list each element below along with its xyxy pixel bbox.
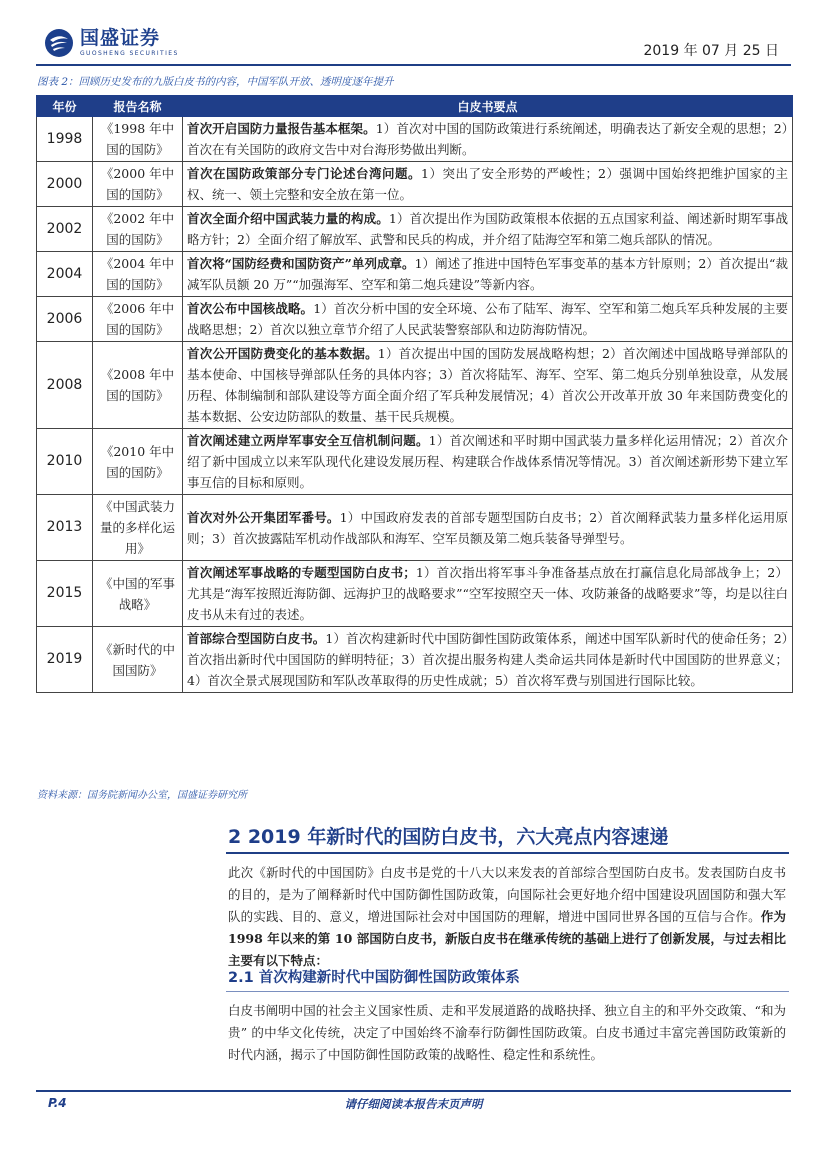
figure-caption: 图表 2：回顾历史发布的九版白皮书的内容，中国军队开放、透明度逐年提升: [37, 76, 394, 88]
table-row: [37, 162, 793, 207]
key-point-detail: 1）首次对中国的国防政策进行系统阐述，明确表达了新安全观的思想；2）首次在有关国防的政府文告中对台海形势做出判断。: [187, 121, 788, 157]
section-paragraph: [228, 862, 786, 972]
year-cell: 2019: [37, 627, 93, 693]
table-header-row: [37, 96, 793, 117]
report-name-cell: 《新时代的中国国防》: [93, 627, 183, 693]
report-name-cell: 《2008 年中国的国防》: [93, 342, 183, 429]
table-row: [37, 342, 793, 429]
key-point-headline: 首次将“国防经费和国防资产”单列成章。: [187, 256, 415, 271]
key-point-detail: 1）首次阐述和平时期中国武装力量多样化运用情况；2）首次介绍了新中国成立以来军队现代化建设发展历程、构建联合作战体系情况等情况。3）首次阐述新形势下建立军事互信的目标和原则。: [187, 433, 788, 490]
key-point-detail: 1）首次指出将军事斗争准备基点放在打赢信息化局部战争上；2）尤其是“海军按照近海防御、远海护卫的战略要求”“空军按照空天一体、攻防兼备的战略要求”等，均是以往白皮书从未有过的表述。: [187, 565, 788, 622]
key-point-headline: 首次公布中国核战略。: [187, 301, 314, 316]
year-cell: 2000: [37, 162, 93, 207]
brand-logo: [44, 26, 204, 60]
key-point-detail: 1）首次构建新时代中国防御性国防政策体系，阐述中国军队新时代的使命任务；2）首次指出新时代中国国防的鲜明特征；3）首次提出服务构建人类命运共同体是新时代中国国防的世界意义；4）首次全景式展现国防和军队改革取得的历史性成就；5）首次将军费与别国进行国际比较。: [187, 631, 788, 688]
report-name-cell: 《2000 年中国的国防》: [93, 162, 183, 207]
key-point-headline: 首次在国防政策部分专门论述台湾问题。: [187, 166, 422, 181]
key-points-cell: [183, 429, 793, 495]
key-points-cell: [183, 252, 793, 297]
key-points-cell: [183, 117, 793, 162]
table-row: [37, 297, 793, 342]
key-point-headline: 首次阐述建立两岸军事安全互信机制问题。: [187, 433, 429, 448]
column-header-year: 年份: [37, 96, 93, 117]
key-points-cell: [183, 561, 793, 627]
year-cell: 2002: [37, 207, 93, 252]
white-paper-table: [36, 95, 793, 693]
paragraph-emphasis: 作为 1998 年以来的第 10 部国防白皮书，新版白皮书在继承传统的基础上进行了创新发展，与过去相比主要有以下特点：: [228, 909, 786, 968]
table-row: [37, 207, 793, 252]
key-point-detail: 1）阐述了推进中国特色军事变革的基本方针原则；2）首次提出“裁减军队员额 20 万”“加强海军、空军和第二炮兵建设”等新内容。: [187, 256, 788, 292]
key-point-headline: 首部综合型国防白皮书。: [187, 631, 326, 646]
year-cell: 2013: [37, 495, 93, 561]
year-cell: 2004: [37, 252, 93, 297]
table-row: [37, 252, 793, 297]
report-date: 2019 年 07 月 25 日: [643, 43, 779, 59]
key-points-cell: [183, 162, 793, 207]
year-cell: 2015: [37, 561, 93, 627]
key-points-cell: [183, 207, 793, 252]
key-point-headline: 首次对外公开集团军番号。: [187, 509, 340, 525]
subsection-divider: [226, 991, 789, 992]
column-header-name: 报告名称: [93, 96, 183, 117]
report-name-cell: 《2004 年中国的国防》: [93, 252, 183, 297]
key-point-detail: 1）首次提出中国的国防发展战略构想；2）首次阐述中国战略导弹部队的基本使命、中国核导弹部队任务的具体内容；3）首次将陆军、海军、空军、第二炮兵分别单独设章，从发展历程、体制编制和部队建设等方面全面介绍了军兵种发展情况；4）首次公开改革开放 30 年来国防费变化的基本数据、公安边防部队的数量、基干民兵规模。: [187, 346, 788, 424]
report-name-cell: 《中国武装力量的多样化运用》: [93, 495, 183, 561]
key-point-detail: 1）突出了安全形势的严峻性；2）强调中国始终把维护国家的主权、统一、领土完整和安全放在第一位。: [187, 166, 788, 202]
year-cell: 2006: [37, 297, 93, 342]
report-name-cell: 《中国的军事战略》: [93, 561, 183, 627]
report-name-cell: 《2006 年中国的国防》: [93, 297, 183, 342]
section-title: 2 2019 年新时代的国防白皮书，六大亮点内容速递: [228, 826, 669, 848]
section-divider: [226, 852, 789, 854]
footer-divider: [36, 1090, 791, 1092]
header-divider: [36, 64, 791, 66]
paragraph-text: 此次《新时代的中国国防》白皮书是党的十八大以来发表的首部综合型国防白皮书。发表国防白皮书的目的，是为了阐释新时代中国防御性国防政策，向国际社会更好地介绍中国建设巩固国防和强大军队的实践、目的、意义，增进国际社会对中国国防的理解，增进中国同世界各国的互信与合作。: [228, 865, 786, 924]
year-cell: 2010: [37, 429, 93, 495]
source-note: 资料来源：国务院新闻办公室，国盛证券研究所: [37, 790, 247, 801]
report-name-cell: 《2002 年中国的国防》: [93, 207, 183, 252]
table-row: [37, 495, 793, 561]
table-row: [37, 627, 793, 693]
table-row: [37, 117, 793, 162]
table-body: [37, 117, 793, 693]
key-point-detail: 1）中国政府发表的首部专题型国防白皮书；2）首次阐释武装力量多样化运用原则；3）首次披露陆军机动作战部队和海军、空军员额及第二炮兵装备导弹型号。: [187, 509, 788, 546]
key-points-cell: [183, 297, 793, 342]
logo-name: 国盛证券: [80, 27, 161, 49]
logo-english: GUOSHENG SECURITIES: [80, 50, 179, 57]
key-point-headline: 首次开启国防力量报告基本框架。: [187, 121, 376, 136]
footer-disclaimer: 请仔细阅读本报告末页声明: [344, 1097, 483, 1111]
key-point-detail: 1）首次提出作为国防政策根本依据的五点国家利益、阐述新时期军事战略方针；2）全面介绍了解放军、武警和民兵的构成，并介绍了陆海空军和第二炮兵部队的情况。: [187, 211, 788, 247]
year-cell: 1998: [37, 117, 93, 162]
column-header-points: 白皮书要点: [183, 96, 793, 117]
key-points-cell: [183, 495, 793, 561]
key-point-headline: 首次全面介绍中国武装力量的构成。: [187, 211, 389, 226]
report-name-cell: 《2010 年中国的国防》: [93, 429, 183, 495]
subsection-paragraph: 白皮书阐明中国的社会主义国家性质、走和平发展道路的战略抉择、独立自主的和平外交政策、“和为贵” 的中华文化传统，决定了中国始终不渝奉行防御性国防政策。白皮书通过丰富完善国防政策新的时代内涵，揭示了中国防御性国防政策的战略性、稳定性和系统性。: [228, 1003, 786, 1062]
report-name-cell: 《1998 年中国的国防》: [93, 117, 183, 162]
key-point-detail: 1）首次分析中国的安全环境、公布了陆军、海军、空军和第二炮兵军兵种发展的主要战略思想；2）首次以独立章节介绍了人民武装警察部队和边防海防情况。: [187, 301, 788, 337]
key-points-cell: [183, 342, 793, 429]
key-points-cell: [183, 627, 793, 693]
key-point-headline: 首次公开国防费变化的基本数据。: [187, 346, 378, 361]
table-row: [37, 561, 793, 627]
table-row: [37, 429, 793, 495]
logo-mark-icon: [44, 28, 74, 58]
year-cell: 2008: [37, 342, 93, 429]
subsection-title: 2.1 首次构建新时代中国防御性国防政策体系: [228, 970, 520, 986]
page-number: P.4: [48, 1096, 67, 1110]
key-point-headline: 首次阐述军事战略的专题型国防白皮书；: [187, 565, 416, 580]
